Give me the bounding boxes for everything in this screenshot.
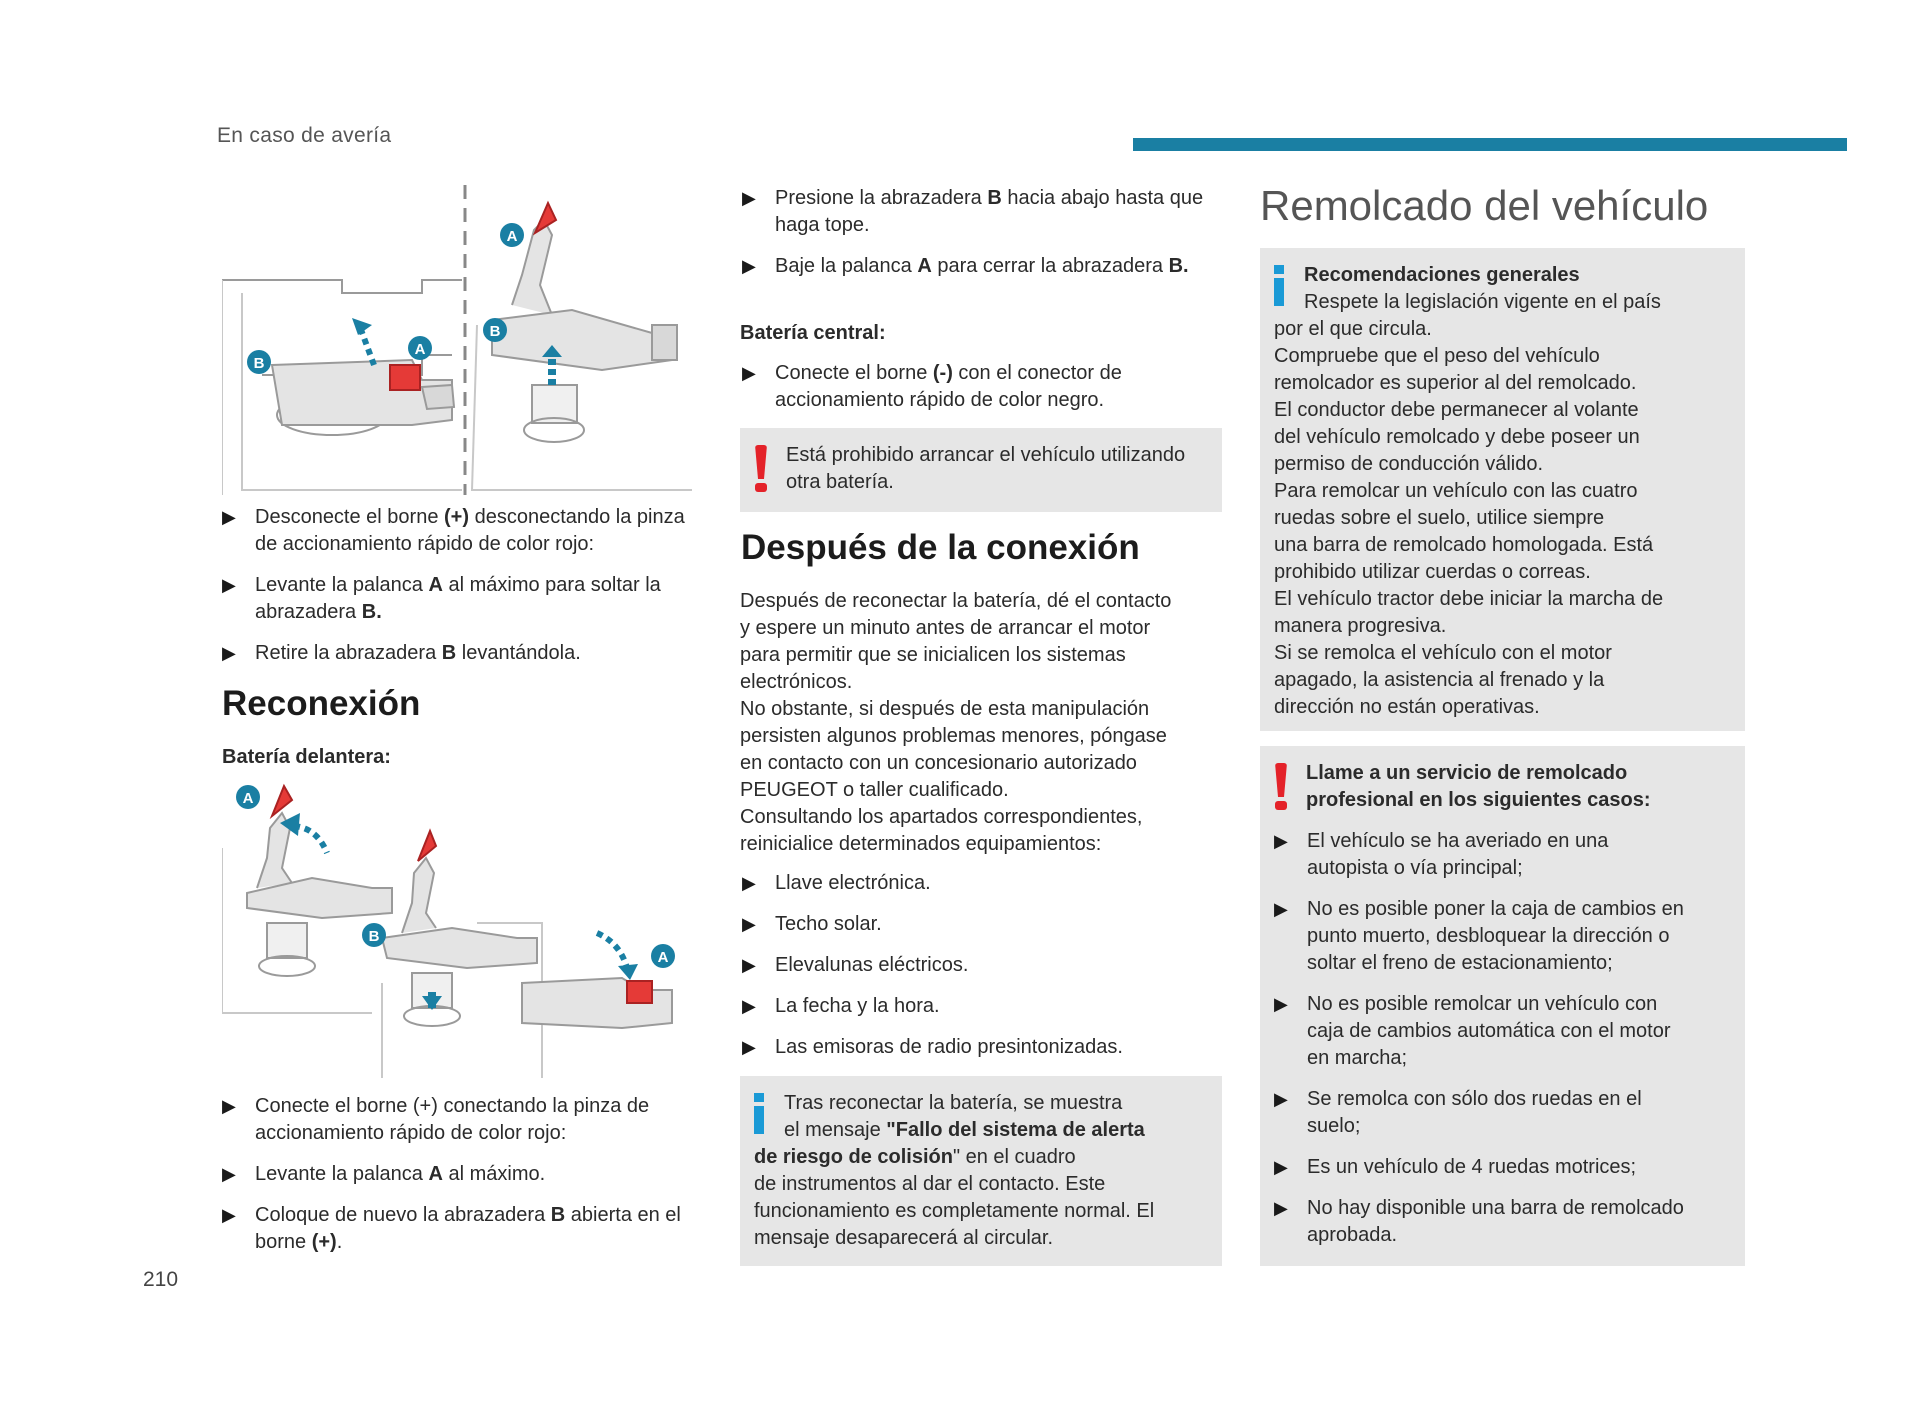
warning-text: Está prohibido arrancar el vehículo utilizando otra batería. (786, 444, 1186, 493)
label-a: A (506, 228, 518, 245)
bullet-arrow-icon: ▶ (222, 1096, 236, 1116)
recommendations-title: Recomendaciones generales (1304, 264, 1580, 286)
section-label: En caso de avería (217, 124, 392, 147)
towing-warning-title: Llame a un servicio de remolcado profesional en los siguientes casos: (1306, 762, 1651, 811)
list-item: ▶ Desconecte el borne (+) desconectando la pinza de accionamiento rápido de color rojo: (222, 506, 685, 555)
bullet-arrow-icon: ▶ (742, 363, 756, 383)
header-accent-bar (1133, 138, 1847, 151)
warning-box (740, 428, 1222, 512)
list-item: ▶ Techo solar. (742, 911, 1227, 938)
bullet-arrow-icon: ▶ (1274, 831, 1288, 851)
list-item: ▶ Conecte el borne (+) conectando la pinza de accionamiento rápido de color rojo: (222, 1095, 650, 1144)
front-battery-subheading: Batería delantera: (222, 746, 391, 768)
list-item: ▶ Levante la palanca A al máximo. (222, 1161, 702, 1188)
list-item: ▶ No es posible remolcar un vehículo con caja de cambios automática con el motor en marcha; (1274, 993, 1671, 1069)
recommendations-box (1260, 248, 1745, 731)
bullet-arrow-icon: ▶ (222, 575, 236, 595)
list-item: ▶ Baje la palanca A para cerrar la abrazadera B. (742, 253, 1227, 280)
label-b: B (368, 928, 380, 945)
bullet-arrow-icon: ▶ (1274, 899, 1288, 919)
list-item: ▶ Presione la abrazadera B hacia abajo hasta que haga tope. (742, 187, 1204, 236)
bullet-arrow-icon: ▶ (742, 955, 756, 975)
bullet-arrow-icon: ▶ (742, 996, 756, 1016)
list-item: ▶ Llave electrónica. (742, 870, 1227, 897)
label-a: A (242, 790, 254, 807)
battery-disconnect-illustration (222, 185, 692, 500)
bullet-arrow-icon: ▶ (222, 1164, 236, 1184)
list-item: ▶ Levante la palanca A al máximo para soltar la abrazadera B. (222, 574, 661, 623)
central-battery-subheading: Batería central: (740, 322, 886, 344)
bullet-arrow-icon: ▶ (1274, 994, 1288, 1014)
bullet-arrow-icon: ▶ (222, 643, 236, 663)
page-number: 210 (143, 1268, 179, 1291)
bullet-arrow-icon: ▶ (1274, 1089, 1288, 1109)
list-item: ▶ No hay disponible una barra de remolcado aprobada. (1274, 1197, 1684, 1246)
warning-icon (754, 445, 768, 492)
label-b: B (253, 355, 265, 372)
towing-warning-box (1260, 746, 1745, 1266)
list-item: ▶ Coloque de nuevo la abrazadera B abierta en el borne (+). (222, 1204, 681, 1253)
bullet-arrow-icon: ▶ (222, 1205, 236, 1225)
label-a: A (414, 341, 426, 358)
list-item: ▶ Se remolca con sólo dos ruedas en el suelo; (1274, 1088, 1642, 1137)
label-a: A (657, 949, 669, 966)
page-title: Remolcado del vehículo (1260, 182, 1709, 229)
recommendations-text: Recomendaciones generales Respete la legislación vigente en el país por el que circula. Compruebe que el peso del vehículo remolcador es superior al del remolcado. El conductor debe permanecer al volante del vehículo remolcado y debe poseer un permiso de conducción válido. Para remolcar un vehículo con las cuatro ruedas sobre el suelo, utilice siempre una barra de remolcado homologada. Está prohibido utilizar cuerdas o correas. El vehículo tractor debe iniciar la marcha de manera progresiva. Si se remolca el vehículo con el motor apagado, la asistencia al frenado y la dirección no están operativas. (1274, 262, 1739, 721)
bullet-arrow-icon: ▶ (742, 1037, 756, 1057)
reconnect-heading: Reconexión (222, 684, 421, 723)
list-item: ▶ Elevalunas eléctricos. (742, 952, 1227, 979)
after-connection-heading: Después de la conexión (741, 528, 1140, 567)
warning-icon (1274, 763, 1288, 810)
list-item: ▶ El vehículo se ha averiado en una autopista o vía principal; (1274, 830, 1609, 879)
list-item: ▶ Es un vehículo de 4 ruedas motrices; (1274, 1154, 1739, 1181)
battery-reconnect-illustration (222, 778, 692, 1080)
list-item: ▶ Las emisoras de radio presintonizadas. (742, 1034, 1227, 1061)
bullet-arrow-icon: ▶ (222, 507, 236, 527)
list-item: ▶ La fecha y la hora. (742, 993, 1227, 1020)
bullet-arrow-icon: ▶ (742, 873, 756, 893)
label-b: B (489, 323, 501, 340)
bullet-arrow-icon: ▶ (1274, 1157, 1288, 1177)
bullet-arrow-icon: ▶ (742, 914, 756, 934)
bullet-arrow-icon: ▶ (1274, 1198, 1288, 1218)
list-item: ▶ No es posible poner la caja de cambios en punto muerto, desbloquear la dirección o soltar el freno de estacionamiento; (1274, 898, 1684, 974)
list-item: ▶ Retire la abrazadera B levantándola. (222, 640, 702, 667)
bullet-arrow-icon: ▶ (742, 256, 756, 276)
info-box (740, 1076, 1222, 1266)
info-text: Tras reconectar la batería, se muestra el mensaje "Fallo del sistema de alerta de riesgo de colisión" en el cuadro de instrumentos al dar el contacto. Este funcionamiento es completamente normal. El mensaje desaparecerá al circular. (754, 1092, 1155, 1249)
after-connection-paragraph: Después de reconectar la batería, dé el contacto y espere un minuto antes de arrancar el motor para permitir que se inicialicen los sistemas electrónicos. No obstante, si después de esta manipulación persisten algunos problemas menores, póngase en contacto con un concesionario autorizado PEUGEOT o taller cualificado. Consultando los apartados correspondientes, reinicialice determinados equipamientos: (740, 590, 1172, 855)
list-item: ▶ Conecte el borne (-) con el conector de accionamiento rápido de color negro. (742, 362, 1122, 411)
bullet-arrow-icon: ▶ (742, 188, 756, 208)
